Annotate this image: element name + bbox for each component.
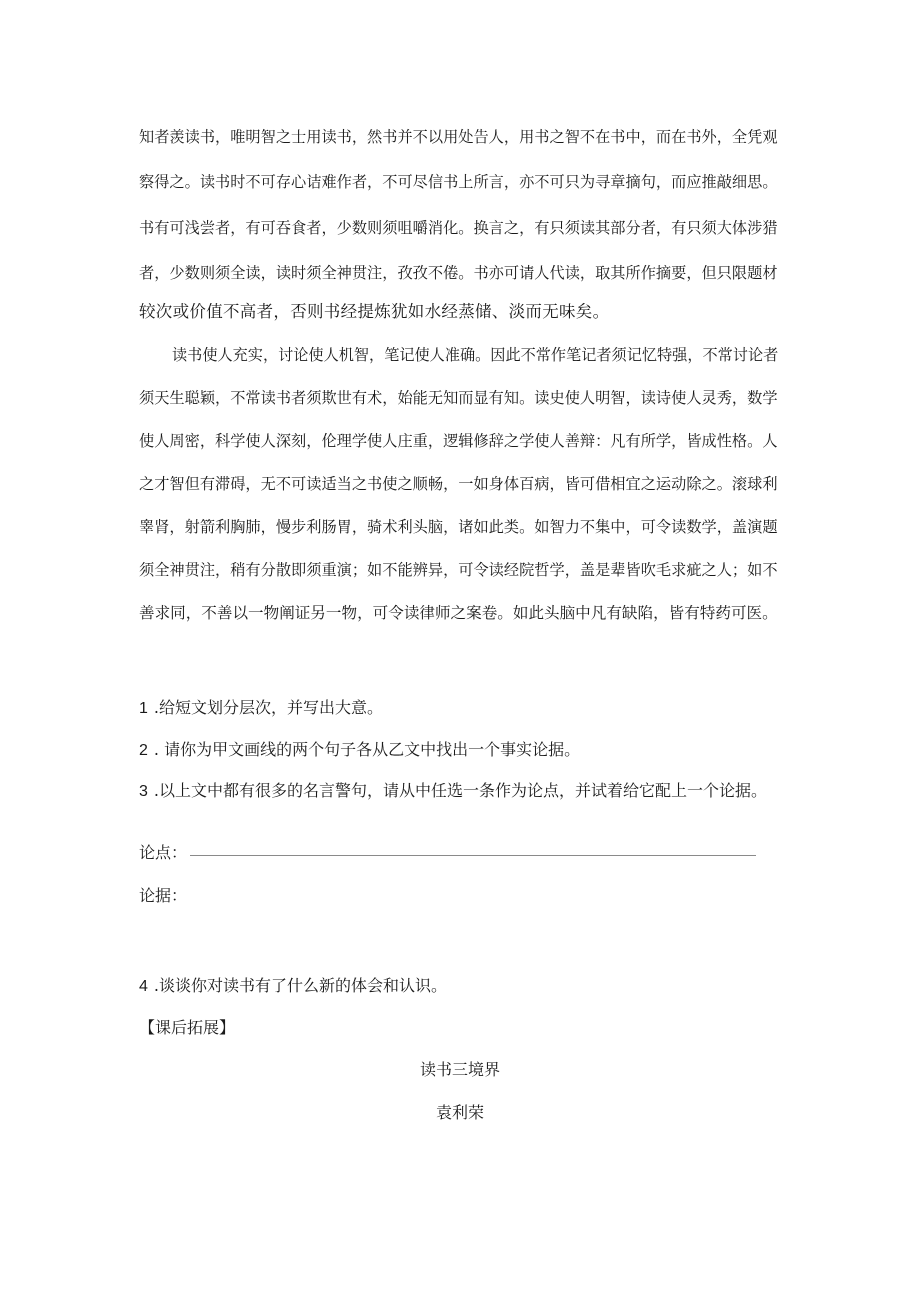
question-text: .给短文划分层次，并写出大意。 — [153, 698, 383, 717]
paragraph-line: 使人周密，科学使人深刻，伦理学使人庄重，逻辑修辞之学使人善辩：凡有所学，皆成性格。人 — [139, 432, 778, 450]
paragraph-line: 善求同，不善以一物阐证另一物，可令读律师之案卷。如此头脑中凡有缺陷，皆有特药可医。 — [139, 604, 778, 622]
paragraph-line: 知者羡读书，唯明智之士用读书，然书并不以用处告人，用书之智不在书中，而在书外，全凭观 — [139, 128, 778, 146]
extension-heading: 【课后拓展】 — [139, 1018, 236, 1037]
paragraph-line: 读书使人充实，讨论使人机智，笔记使人准确。因此不常作笔记者须记忆特强，不常讨论者 — [172, 346, 779, 364]
question-1 — [139, 695, 383, 718]
question-text: .以上文中都有很多的名言警句，请从中任选一条作为论点，并试着给它配上一个论据。 — [153, 781, 767, 800]
question-4 — [139, 973, 447, 996]
paragraph-line: 须天生聪颖，不常读书者须欺世有术，始能无知而显有知。读史使人明智，读诗使人灵秀，数学 — [139, 389, 778, 407]
question-3 — [139, 778, 767, 801]
paragraph-line: 睾肾，射箭利胸肺，慢步利肠胃，骑术利头脑，诸如此类。如智力不集中，可令读数学，盖演题 — [139, 518, 778, 536]
question-number: 2 — [139, 742, 148, 759]
paragraph-line: 者，少数则须全读，读时须全神贯注，孜孜不倦。书亦可请人代读，取其所作摘要，但只限题材 — [139, 264, 778, 282]
question-number: 1 — [139, 700, 148, 717]
question-text: .谈谈你对读书有了什么新的体会和认识。 — [153, 976, 447, 995]
paragraph-line: 察得之。读书时不可存心诘难作者，不可尽信书上所言，亦不可只为寻章摘句，而应推敲细思。 — [139, 173, 778, 191]
paragraph-line: 之才智但有滞碍，无不可读适当之书使之顺畅，一如身体百病，皆可借相宜之运动除之。滚球利 — [139, 475, 778, 493]
paragraph-line: 须全神贯注，稍有分散即须重演；如不能辨异，可令读经院哲学，盖是辈皆吹毛求疵之人；如不 — [139, 561, 778, 579]
argument-answer-line[interactable] — [190, 855, 756, 856]
paragraph-line: 书有可浅尝者，有可吞食者，少数则须咀嚼消化。换言之，有只须读其部分者，有只须大体涉猎 — [139, 219, 778, 237]
evidence-label: 论据： — [139, 886, 188, 905]
question-number: 3 — [139, 783, 148, 800]
paragraph-line: 较次或价值不高者，否则书经提炼犹如水经蒸储、淡而无味矣。 — [139, 302, 610, 321]
argument-label: 论点： — [139, 843, 188, 862]
question-text: . 请你为甲文画线的两个句子各从乙文中找出一个事实论据。 — [153, 740, 581, 759]
question-2 — [139, 737, 580, 760]
article-title: 读书三境界 — [419, 1060, 500, 1079]
article-author: 袁利荣 — [435, 1103, 484, 1122]
question-number: 4 — [139, 978, 148, 995]
